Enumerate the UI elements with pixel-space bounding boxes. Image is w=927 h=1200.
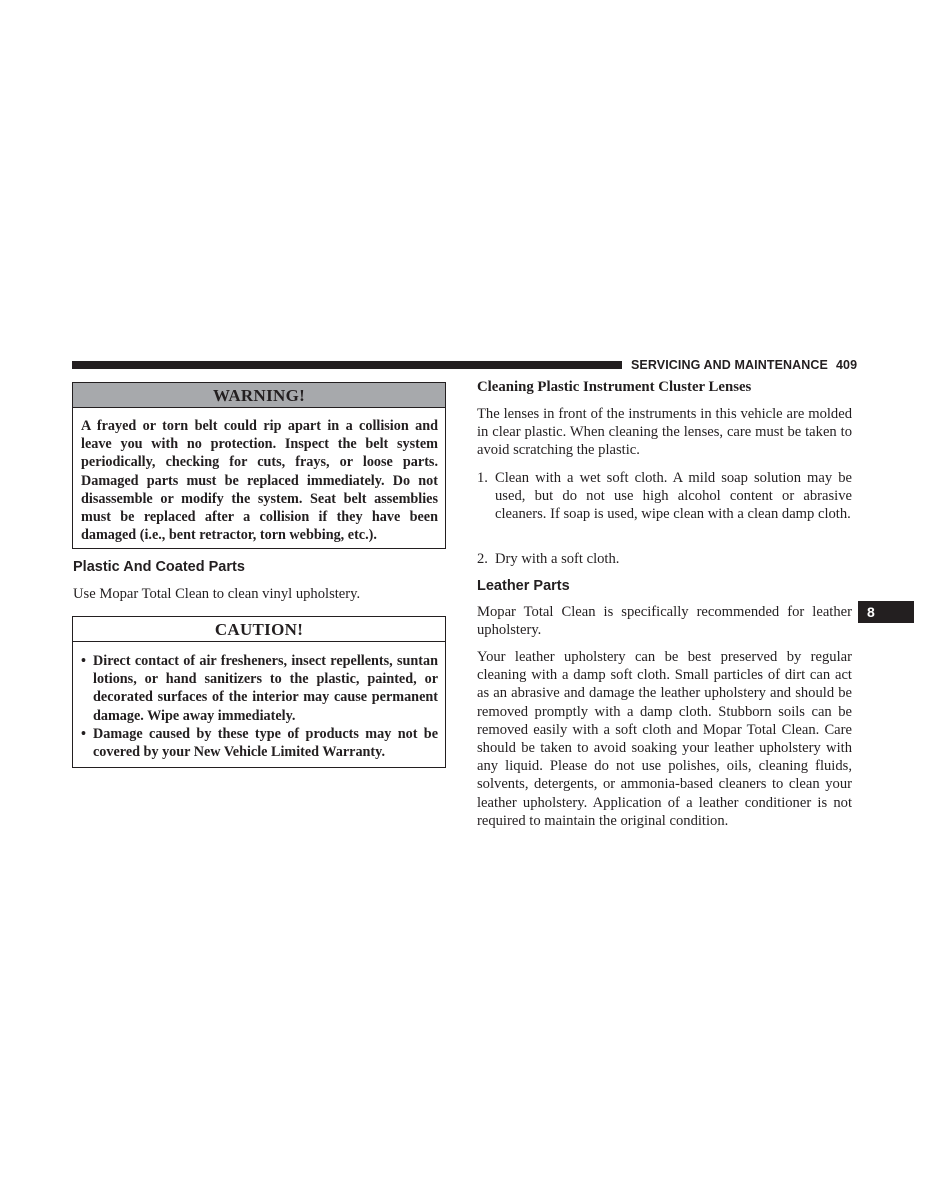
step-number: 2.: [477, 551, 488, 567]
step-text: Clean with a wet soft cloth. A mild soap solution may be used, but do not use high alcohol content or abrasive cleaners. If soap is used, wipe clean with a clean damp cloth.: [495, 470, 852, 523]
bullet-dot: •: [81, 725, 86, 742]
chapter-tab: 8: [858, 601, 914, 623]
plastic-parts-heading: Plastic And Coated Parts: [73, 559, 245, 575]
leather-para-1: Mopar Total Clean is specifically recommended for leather upholstery.: [477, 604, 852, 639]
leather-heading: Leather Parts: [477, 578, 570, 594]
list-item: [477, 469, 852, 524]
lenses-heading: Cleaning Plastic Instrument Cluster Lenses: [477, 379, 752, 395]
running-header: [631, 358, 857, 372]
leather-para-2: Your leather upholstery can be best preserved by regular cleaning with a damp soft cloth. Small particles of dirt can act as an abrasive and damage the leather upholstery and should be removed promptly with a damp cloth. Stubborn soils can be removed easily with a soft cloth and Mopar Total Clean. Care should be taken to avoid soaking your leather upholstery with any liquid. Please do not use polishes, oils, cleaning fluids, solvents, detergents, or ammonia-based cleaners to clean your leather upholstery. Application of a leather conditioner is not required to maintain the original condition.: [477, 649, 852, 829]
warning-title: WARNING!: [73, 383, 445, 408]
bullet-dot: •: [81, 653, 86, 669]
page-number: 409: [835, 358, 858, 372]
caution-title: CAUTION!: [73, 617, 445, 642]
step-number: 1.: [477, 470, 488, 486]
lenses-intro: The lenses in front of the instruments in this vehicle are molded in clear plastic. When cleaning the lenses, care must be taken to avoid scratching the plastic.: [477, 406, 852, 459]
caution-bullet: [81, 652, 438, 725]
warning-box: [72, 382, 446, 549]
warning-text: A frayed or torn belt could rip apart in a collision and leave you with no protection. Inspect the belt system periodically, checking for cuts, frays, or loose parts. Damaged parts must be replaced immediately. Do not disassemble or modify the system. Seat belt assemblies must be replaced after a collision if they have been damaged (i.e., bent retractor, torn webbing, etc.).: [81, 418, 438, 544]
section-title: SERVICING AND MAINTENANCE: [631, 358, 828, 372]
caution-bullet-text: Direct contact of air fresheners, insect repellents, suntan lotions, or hand sanitizers to the plastic, painted, or decorated surfaces of the interior may cause permanent damage. Wipe away immediately.: [93, 653, 438, 724]
header-rule: [72, 361, 622, 369]
caution-box: [72, 616, 446, 768]
list-item: [477, 550, 852, 568]
caution-bullet: [81, 725, 438, 761]
caution-list: [73, 642, 445, 761]
step-text: Dry with a soft cloth.: [495, 551, 620, 567]
plastic-parts-text: Use Mopar Total Clean to clean vinyl upholstery.: [73, 586, 361, 602]
caution-bullet-text: Damage caused by these type of products may not be covered by your New Vehicle Limited Warranty.: [93, 725, 438, 761]
